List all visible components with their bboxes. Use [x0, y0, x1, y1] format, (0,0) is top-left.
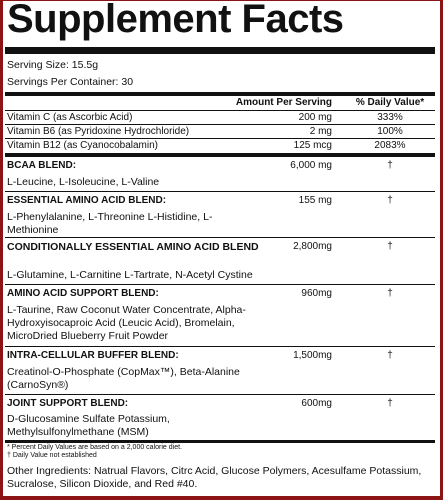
- blend-name: CONDITIONALLY ESSENTIAL AMINO ACID BLEND: [7, 241, 259, 253]
- blend-contents: L-Phenylalanine, L-Threonine L-Histidine, L-Methionine: [7, 211, 213, 236]
- title-rule: [5, 47, 435, 54]
- dagger-footnote: † Daily Value not established: [7, 452, 97, 459]
- blend-dv: †: [387, 241, 393, 252]
- nutrient-name: Vitamin C (as Ascorbic Acid): [7, 112, 133, 123]
- blend-dv: †: [387, 398, 393, 409]
- nutrient-dv: 2083%: [374, 140, 406, 151]
- supplement-facts-panel: [5, 0, 435, 494]
- blend-row: [5, 238, 435, 284]
- nutrient-amount: 2 mg: [309, 126, 332, 137]
- blend-dv: †: [387, 350, 393, 361]
- blend-amount: 2,800mg: [293, 241, 332, 252]
- dv-header: % Daily Value*: [355, 97, 425, 108]
- blend-amount: 155 mg: [298, 195, 332, 206]
- column-header-row: [5, 96, 435, 110]
- nutrient-name: Vitamin B6 (as Pyridoxine Hydrochloride): [7, 126, 190, 137]
- blend-contents: L-Taurine, Raw Coconut Water Concentrate, Alpha-Hydroxyisocaproic Acid (Leucic Acid), Bromelain, MicroDried Blueberry Fruit Powder: [7, 304, 246, 342]
- blend-dv: †: [387, 160, 393, 171]
- nutrient-row: [5, 139, 435, 152]
- blend-row: [5, 158, 435, 190]
- other-ingredients: Other Ingredients: Natrual Flavors, Citrc Acid, Glucose Polymers, Acesulfame Potassium, Sucralose, Silicon Dioxide, and Red #40.: [7, 465, 422, 490]
- daily-value-footnote: * Percent Daily Values are based on a 2,000 calorie diet.: [7, 444, 182, 451]
- blend-dv: †: [387, 195, 393, 206]
- nutrient-dv: 333%: [377, 112, 403, 123]
- blend-name: INTRA-CELLULAR BUFFER BLEND:: [7, 350, 179, 361]
- panel-title: Supplement Facts: [7, 0, 344, 41]
- nutrient-amount: 125 mcg: [293, 140, 332, 151]
- blend-amount: 1,500mg: [293, 350, 332, 361]
- vitamin-blend-rule: [5, 153, 435, 157]
- blend-row: [5, 285, 435, 345]
- nutrient-row: [5, 125, 435, 138]
- blend-name: ESSENTIAL AMINO ACID BLEND:: [7, 195, 167, 206]
- amount-header: Amount Per Serving: [235, 97, 332, 108]
- blend-row: [5, 347, 435, 393]
- blend-row: [5, 192, 435, 236]
- nutrient-row: [5, 111, 435, 124]
- servings-per-container: Servings Per Container: 30: [7, 76, 134, 88]
- nutrient-amount: 200 mg: [298, 112, 332, 123]
- blend-contents: L-Glutamine, L-Carnitine L-Tartrate, N-Acetyl Cystine: [7, 269, 253, 281]
- nutrient-dv: 100%: [377, 126, 403, 137]
- blend-contents: D-Glucosamine Sulfate Potassium, Methylsulfonylmethane (MSM): [7, 413, 170, 438]
- blend-amount: 960mg: [301, 288, 332, 299]
- blend-contents: L-Leucine, L-Isoleucine, L-Valine: [7, 176, 160, 188]
- blend-name: AMINO ACID SUPPORT BLEND:: [7, 288, 159, 299]
- blend-dv: †: [387, 288, 393, 299]
- blend-amount: 6,000 mg: [290, 160, 332, 171]
- blend-name: JOINT SUPPORT BLEND:: [7, 398, 129, 409]
- serving-size: Serving Size: 15.5g: [7, 59, 99, 71]
- blend-amount: 600mg: [301, 398, 332, 409]
- blend-contents: Creatinol-O-Phosphate (CopMax™), Beta-Alanine (CarnoSyn®): [7, 366, 240, 391]
- blend-name: BCAA BLEND:: [7, 160, 77, 171]
- blend-row: [5, 395, 435, 439]
- nutrient-name: Vitamin B12 (as Cyanocobalamin): [7, 140, 159, 151]
